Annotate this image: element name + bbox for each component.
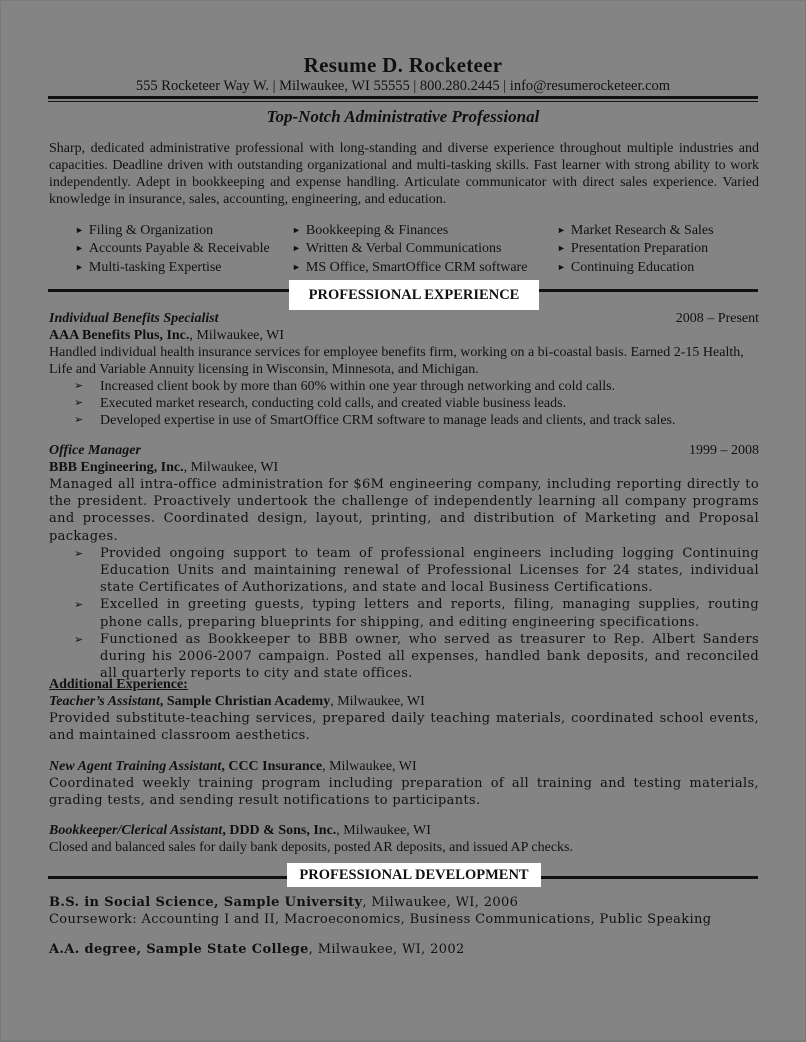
role-title: Teacher’s Assistant	[49, 694, 160, 709]
triangle-bullet-icon: ►	[292, 225, 301, 235]
additional-experience: Additional Experience: Teacher’s Assistant, Sample Christian Academy, Milwaukee, WI Provided substitute-teaching services, prepared daily teaching materials, coordinated school events, and maintained classroom aesthetics.	[49, 677, 759, 744]
skill-item: ► Multi-tasking Expertise	[75, 259, 222, 275]
degree-name: B.S. in Social Science, Sample University	[49, 895, 363, 910]
degree-location: , Milwaukee, WI, 2006	[362, 895, 519, 910]
degree-location: , Milwaukee, WI, 2002	[308, 942, 465, 957]
arrow-bullet-icon: ➢	[74, 598, 84, 612]
role-title: New Agent Training Assistant	[49, 759, 222, 774]
job-entry	[49, 442, 759, 682]
experience-section-title: PROFESSIONAL EXPERIENCE	[289, 280, 539, 310]
company-name: CCC Insurance	[228, 759, 323, 774]
company-location: , Milwaukee, WI	[189, 328, 285, 343]
header-rule-thin	[48, 101, 758, 102]
triangle-bullet-icon: ►	[557, 225, 566, 235]
job-bullets	[49, 545, 759, 683]
triangle-bullet-icon: ►	[292, 261, 301, 272]
education-entry	[49, 894, 759, 928]
coursework: Coursework: Accounting I and II, Macroeconomics, Business Communications, Public Speaking	[49, 912, 712, 928]
job-description: Managed all intra-office administration for $6M engineering company, including reporting directly to the president. Proactively undertook the challenge of independently learning all company programs and processes. Coordinated design, layout, printing, and distribution of Marketing and Proposal packages.	[49, 477, 759, 544]
job-entry	[49, 310, 759, 429]
job-dates: 2008 – Present	[675, 311, 759, 326]
additional-experience-entry: New Agent Training Assistant, CCC Insurance, Milwaukee, WI Coordinated weekly training program including preparation of all training and testing materials, grading tests, and sending result notifications to participants.	[49, 759, 759, 809]
list-item: ➢ Increased client book by more than 60% within one year through networking and cold calls.	[74, 379, 616, 394]
skill-item: ► Market Research & Sales	[557, 223, 714, 238]
triangle-bullet-icon: ►	[557, 243, 566, 254]
skill-item: ► Accounts Payable & Receivable	[75, 241, 270, 257]
additional-experience-entry: Bookkeeper/Clerical Assistant, DDD & Sons, Inc., Milwaukee, WI Closed and balanced sales for daily bank deposits, posted AR deposits, and issued AP checks.	[49, 822, 759, 856]
list-item: ➢ Developed expertise in use of SmartOffice CRM software to manage leads and clients, and track sales.	[74, 413, 676, 428]
list-item: ➢ Excelled in greeting guests, typing letters and reports, filing, managing supplies, routing phone calls, preparing blueprints for shipping, and editing engineering specifications.	[74, 597, 759, 630]
education-entry	[49, 941, 759, 958]
arrow-bullet-icon: ➢	[74, 414, 84, 426]
company-location: , Milwaukee, WI	[330, 694, 425, 709]
company-name: AAA Benefits Plus, Inc.	[49, 328, 190, 343]
triangle-bullet-icon: ►	[75, 261, 84, 272]
job-dates: 1999 – 2008	[689, 443, 759, 458]
company-location: , Milwaukee, WI	[322, 759, 417, 774]
headline: Top-Notch Administrative Professional	[266, 107, 540, 126]
role-description: Coordinated weekly training program including preparation of all training and testing materials, grading tests, and sending result notifications to participants.	[49, 776, 759, 809]
summary-paragraph: Sharp, dedicated administrative professional with long-standing and diverse experience throughout multiple industries and capacities. Deadline driven with outstanding organizational and multi-tasking skills. Fast learner with strong ability to work independently. Adept in bookkeeping and expense handling. Articulate communicator with direct sales experience. Varied knowledge in insurance, sales, accounting, engineering, and education.	[49, 141, 759, 207]
arrow-bullet-icon: ➢	[74, 380, 84, 392]
resume-page	[1, 1, 805, 1040]
job-description: Handled individual health insurance services for employee benefits firm, working on a bi-coastal basis. Earned 2-15 Health, Life and Variable Annuity licensing in Wisconsin, Minnesota, and Michigan.	[49, 345, 744, 377]
arrow-bullet-icon: ➢	[74, 397, 84, 409]
triangle-bullet-icon: ►	[292, 243, 301, 254]
skills-column-2	[292, 222, 527, 277]
resume-header	[1, 53, 805, 95]
skill-item: ► Written & Verbal Communications	[292, 241, 502, 257]
skill-item: ► Presentation Preparation	[557, 241, 709, 257]
company-name: Sample Christian Academy	[166, 694, 331, 709]
company-location: , Milwaukee, WI	[336, 823, 431, 838]
contact-line: 555 Rocketeer Way W. | Milwaukee, WI 55555 | 800.280.2445 | info@resumerocketeer.com	[135, 78, 671, 94]
skill-item: ► Bookkeeping & Finances	[292, 223, 449, 238]
arrow-bullet-icon: ➢	[74, 632, 84, 646]
list-item: ➢ Provided ongoing support to team of professional engineers including logging Continuing Education Units and maintaining renewal of Professional Licenses for 24 states, individual state Certificates of Authorizations, and state and local Business Certifications.	[74, 545, 759, 596]
list-item: ➢ Functioned as Bookkeeper to BBB owner, who served as treasurer to Rep. Albert Sanders during his 2006-2007 campaign. Posted all expenses, handled bank deposits, and reconciled all quarterly reports to city and state offices.	[74, 631, 759, 682]
list-item: ➢ Executed market research, conducting cold calls, and created viable business leads.	[74, 396, 567, 411]
skill-item: ► MS Office, SmartOffice CRM software	[292, 259, 528, 275]
company-name: DDD & Sons, Inc.	[229, 823, 337, 838]
job-bullets	[49, 378, 759, 429]
role-title: Bookkeeper/Clerical Assistant	[49, 823, 223, 838]
arrow-bullet-icon: ➢	[74, 546, 84, 560]
triangle-bullet-icon: ►	[75, 243, 84, 254]
candidate-name: Resume D. Rocketeer	[303, 53, 503, 77]
header-rule-thick	[48, 96, 758, 99]
role-description: Closed and balanced sales for daily bank deposits, posted AR deposits, and issued AP checks.	[49, 840, 574, 855]
job-title: Office Manager	[49, 443, 141, 458]
additional-experience-heading: Additional Experience:	[49, 677, 188, 692]
company-name: BBB Engineering, Inc.	[49, 460, 184, 475]
job-title: Individual Benefits Specialist	[49, 311, 219, 326]
role-description: Provided substitute-teaching services, prepared daily teaching materials, coordinated school events, and maintained classroom aesthetics.	[49, 711, 759, 744]
triangle-bullet-icon: ►	[75, 225, 84, 235]
skills-column-1	[75, 222, 270, 277]
development-section-title: PROFESSIONAL DEVELOPMENT	[287, 863, 541, 887]
company-location: , Milwaukee, WI	[183, 460, 279, 475]
skill-item: ► Continuing Education	[557, 259, 695, 275]
triangle-bullet-icon: ►	[557, 261, 566, 272]
degree-name: A.A. degree, Sample State College	[49, 942, 309, 957]
skill-item: ► Filing & Organization	[75, 223, 214, 238]
skills-column-3	[557, 222, 714, 277]
